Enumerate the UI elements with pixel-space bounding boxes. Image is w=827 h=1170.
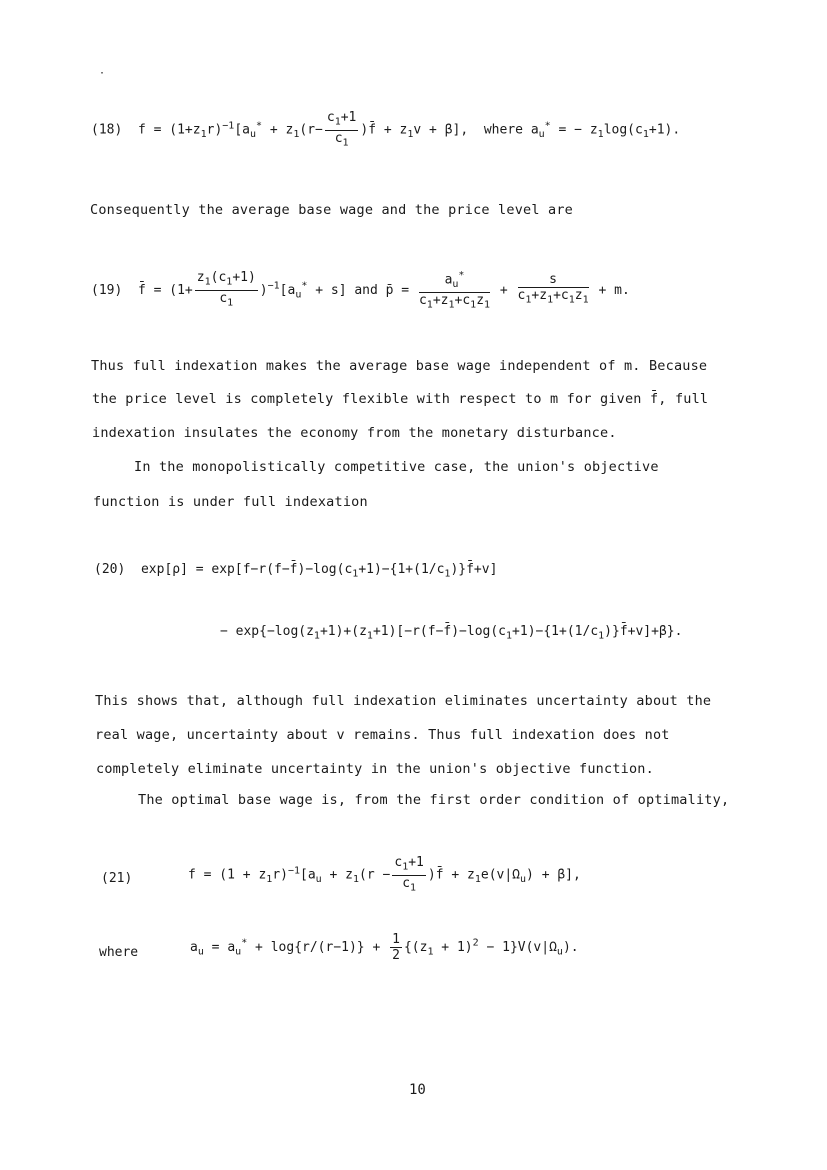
where-expression: $a_u = a_u^* + \log\{r/(r-1)\}$ + $\frac{1}{2}$ $\{(z_1 + 1)^2 - 1\}V(v|\Omega_u)$.	[190, 932, 579, 963]
equation-20-line-2: − $\exp\{-\log(z_1+1)+(z_1+1)[-r(f-f̄)-\log(c_1+1)-\{1+(1/c_1)\}f̄+v]+\beta\}$.	[220, 624, 683, 642]
fraction: $\frac{1}{2}$	[392, 932, 400, 963]
text-line: Thus full indexation makes the average base wage independent of m. Because	[91, 358, 708, 374]
text-line: the price level is completely flexible with respect to m for given f̄, full	[92, 391, 709, 407]
page-number: 10	[409, 1082, 426, 1098]
equation-tag: (19)	[91, 282, 123, 298]
equation-tag: (18)	[91, 122, 123, 138]
text-line: Consequently the average base wage and the price level are	[90, 202, 574, 218]
equation-tag: (21)	[101, 871, 133, 886]
equation-18: (18) $f = (1+z_1r)^{-1}[a_u^* + z_1(r-$ $\frac{c_1+1}{c_1}$ )f̄ + $z_1v + \beta$], where $a_u^*$ = − $z_1\log(c_1+1)$.	[91, 110, 681, 149]
equation-tag: (20)	[94, 562, 126, 577]
text-line: real wage, uncertainty about v remains. Thus full indexation does not	[95, 727, 670, 743]
where-label: where	[99, 945, 139, 960]
fraction: $\frac{s}{c_1+z_1+c_1z_1}$	[517, 272, 589, 307]
text-line: function is under full indexation	[93, 494, 368, 510]
equation-21: $f = (1 + z_1r)^{-1}[a_u + z_1(r$ − $\frac{c_1+1}{c_1}$ )f̄ + $z_1e(v|\Omega_u) + \beta$],	[188, 855, 581, 894]
fraction: $\frac{c_1+1}{c_1}$	[326, 110, 357, 149]
text-line: completely eliminate uncertainty in the union's objective function.	[96, 761, 654, 777]
scan-dot: ·	[99, 68, 106, 79]
text-line: This shows that, although full indexation eliminates uncertainty about the	[95, 693, 712, 709]
fraction: $\frac{z_1(c_1+1)}{c_1}$	[196, 270, 256, 309]
text-line: In the monopolistically competitive case, the union's objective	[134, 459, 659, 475]
equation-19: (19) f̄ = (1+ $\frac{z_1(c_1+1)}{c_1}$ )$^{-1}[a_u^* + s]$ and p̄ = $\frac{a_u^*}{c_1+z_1+c_1z_1}$ + $\frac{s}{c_1+z_1+c_1z_1}$ + m.	[91, 270, 630, 311]
fraction: $\frac{c_1+1}{c_1}$	[394, 855, 424, 894]
fraction: $\frac{a_u^*}{c_1+z_1+c_1z_1}$	[418, 270, 491, 311]
text-line: indexation insulates the economy from the monetary disturbance.	[92, 425, 617, 441]
text-line: The optimal base wage is, from the first order condition of optimality,	[138, 792, 730, 808]
equation-20-line-1: (20) $\exp[\rho] = \exp[f-r(f-f̄)-\log(c_1+1)-\{1+(1/c_1)\}f̄+v]$	[94, 562, 498, 580]
